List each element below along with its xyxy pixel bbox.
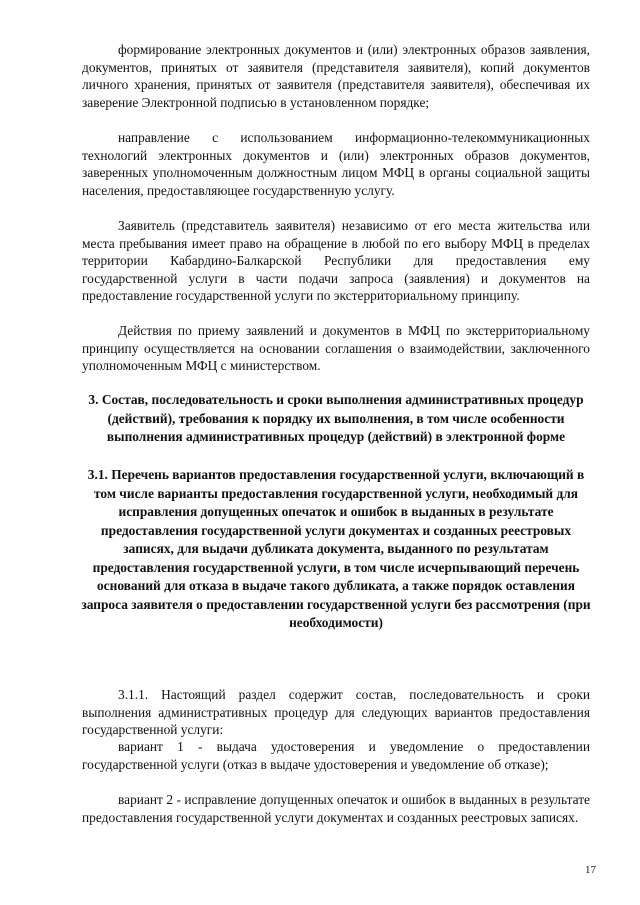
subsection-heading: 3.1. Перечень вариантов предоставления государственной услуги, включающий в том числе варианты предоставления государственной услуги, необходимый для исправления допущенных опечаток и ошибок в выданных в результате предоставления государственной услуги документах и созданных реестровых записях, для выдачи дубликата документа, выданного по результатам предоставления государственной услуги, в том числе исчерпывающий перечень оснований для отказа в выдаче такого дубликата, а также порядок оставления запроса заявителя о предоставлении государственной услуги без рассмотрения (при необходимости) bbox=[81, 467, 591, 630]
paragraph-electronic-documents: формирование электронных документов и (или) электронных образов заявления, документов, принятых от заявителя (представителя заявителя), копий документов личного хранения, принятых от заявителя (представителя заявителя), обеспечивая их заверение Электронной подписью в установленном порядке; bbox=[82, 42, 590, 110]
section-heading: 3. Состав, последовательность и сроки выполнения административных процедур (действий), требования к порядку их выполнения, в том числе особенности выполнения административных процедур (действий) в электронной форме bbox=[88, 392, 584, 444]
paragraph-sending-documents: направление с использованием информационно-телекоммуникационных технологий электронных документов и (или) электронных образов документов, заверенных уполномоченным должностным лицом МФЦ в органы социальной защиты населения, предоставляющее государственную услугу. bbox=[82, 130, 590, 198]
page-number: 17 bbox=[585, 864, 596, 876]
paragraph-extraterritorial-actions: Действия по приему заявлений и документов в МФЦ по экстерриториальному принципу осуществляется на основании соглашения о взаимодействии, заключенного уполномоченным МФЦ с министерством. bbox=[82, 323, 590, 374]
paragraph-applicant-rights: Заявитель (представитель заявителя) независимо от его места жительства или места пребывания имеет право на обращение в любой по его выбору МФЦ в пределах территории Кабардино-Балкарской Республики для предоставления ему государственной услуги в части подачи запроса (заявления) и документов на предоставление государственной услуги по экстерриториальному принципу. bbox=[82, 218, 590, 304]
paragraph-variant-2: вариант 2 - исправление допущенных опечаток и ошибок в выданных в результате предоставления государственной услуги документах и созданных реестровых записях. bbox=[82, 792, 590, 825]
paragraph-section-contents: 3.1.1. Настоящий раздел содержит состав, последовательность и сроки выполнения административных процедур для следующих вариантов предоставления государственной услуги: bbox=[82, 687, 590, 738]
paragraph-variant-1: вариант 1 - выдача удостоверения и уведомление о предоставлении государственной услуги (отказ в выдаче удостоверения и уведомление об отказе); bbox=[82, 739, 590, 772]
